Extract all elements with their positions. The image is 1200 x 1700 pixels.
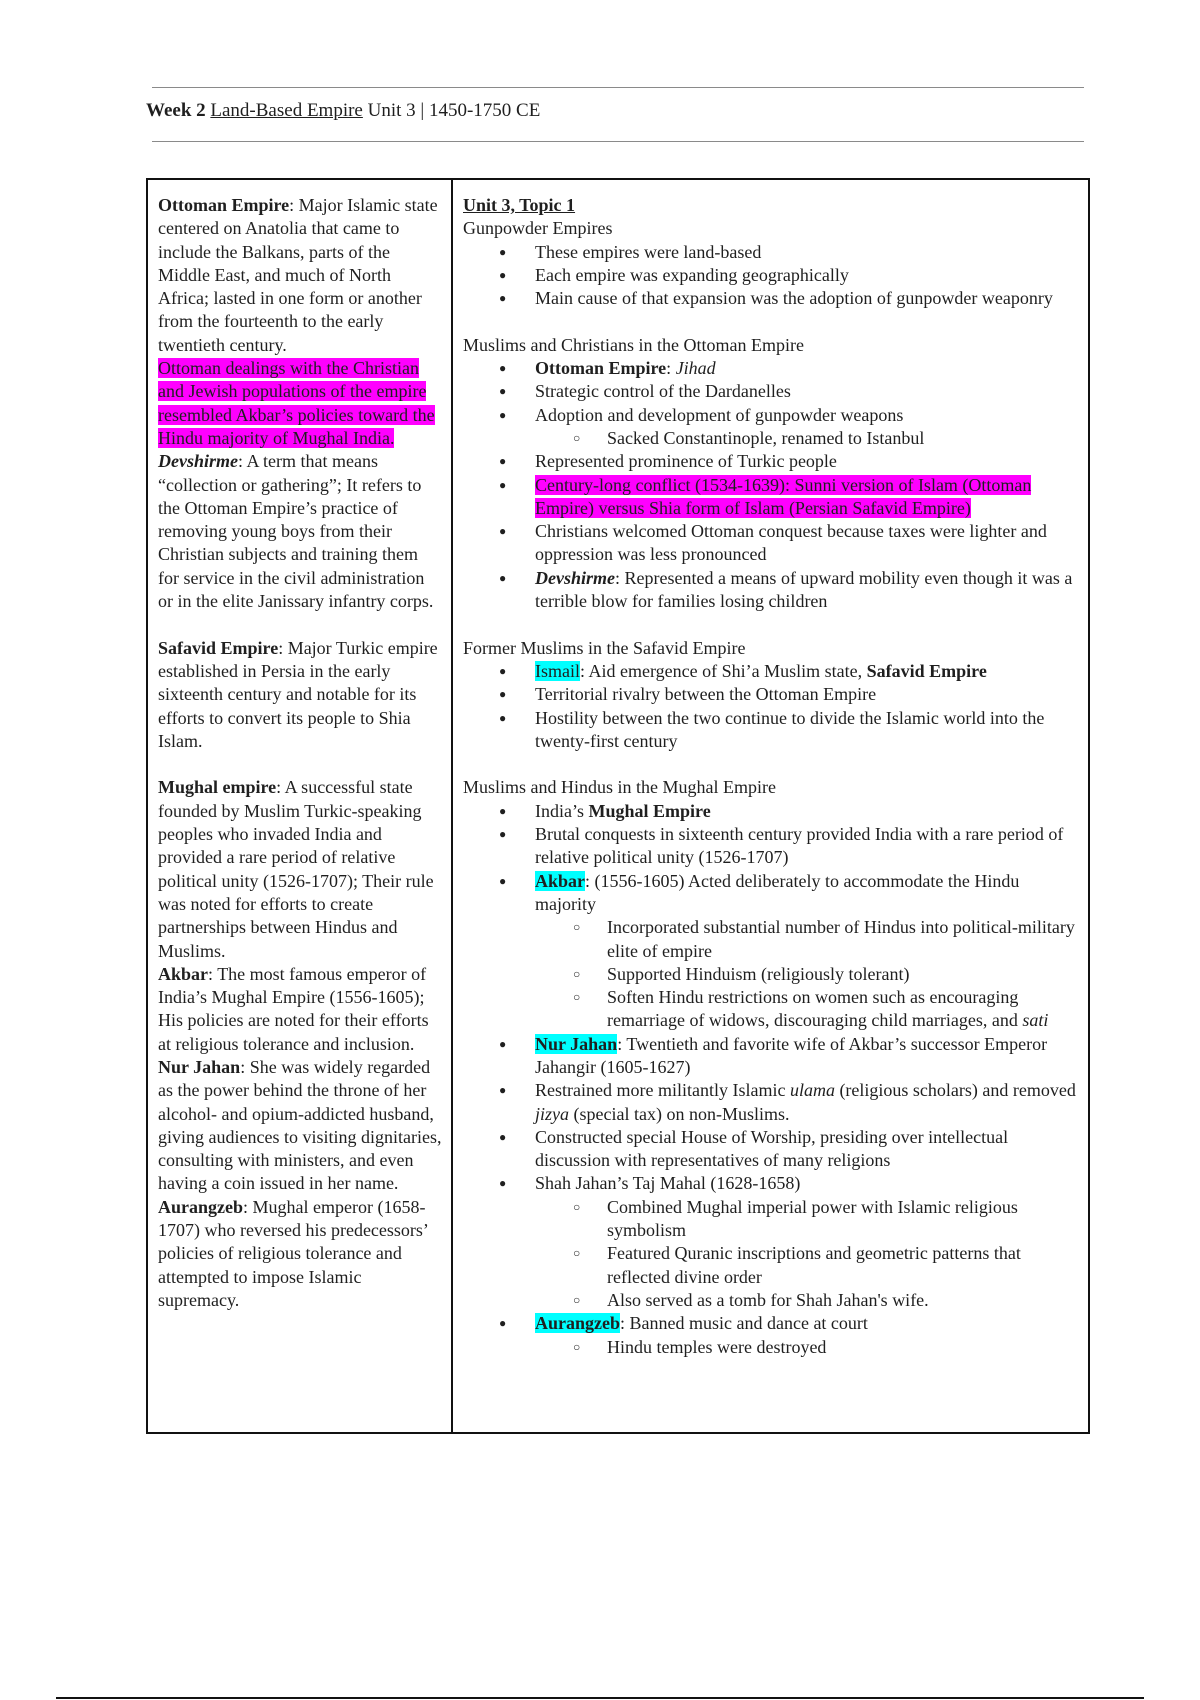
section-heading: Former Muslims in the Safavid Empire xyxy=(463,637,746,658)
list-item: ● India’s Mughal Empire xyxy=(463,800,1082,823)
list-item: ● Brutal conquests in sixteenth century provided India with a rare period of relative political unity (1526-1707) xyxy=(463,823,1082,870)
list-item: ○ Combined Mughal imperial power with Islamic religious symbolism xyxy=(463,1196,1082,1243)
list-item: ● Ismail: Aid emergence of Shi’a Muslim state, Safavid Empire xyxy=(463,660,1082,683)
ottoman-highlight-note: Ottoman dealings with the Christian and Jewish populations of the empire resembled Akbar’s policies toward the Hindu majority of Mughal India. xyxy=(158,358,435,448)
list-item: ○ Also served as a tomb for Shah Jahan's wife. xyxy=(463,1289,1082,1312)
list-item: ● Christians welcomed Ottoman conquest because taxes were lighter and oppression was less pronounced xyxy=(463,520,1082,567)
footer-rule xyxy=(56,1697,1144,1699)
nurjahan-definition: Nur Jahan: She was widely regarded as the power behind the throne of her alcohol- and opium-addicted husband, giving audiences to visiting dignitaries, consulting with ministers, and even having a coin issued in her name. xyxy=(158,1056,442,1194)
list-item: ○ Supported Hinduism (religiously tolerant) xyxy=(463,963,1082,986)
list-item: ● Shah Jahan’s Taj Mahal (1628-1658) xyxy=(463,1172,1082,1195)
list-item: ● Devshirme: Represented a means of upward mobility even though it was a terrible blow for families losing children xyxy=(463,567,1082,614)
list-item: ○ Incorporated substantial number of Hindus into political-military elite of empire xyxy=(463,916,1082,963)
section-heading: Muslims and Christians in the Ottoman Empire xyxy=(463,334,804,355)
notes-column xyxy=(453,180,1088,1432)
list-item: ● Main cause of that expansion was the adoption of gunpowder weaponry xyxy=(463,287,1082,310)
list-item: ● Nur Jahan: Twentieth and favorite wife of Akbar’s successor Emperor Jahangir (1605-1627) xyxy=(463,1033,1082,1080)
list-item: ● These empires were land-based xyxy=(463,241,1082,264)
list-item: ● Represented prominence of Turkic people xyxy=(463,450,1082,473)
list-item: ● Akbar: (1556-1605) Acted deliberately to accommodate the Hindu majority xyxy=(463,870,1082,917)
header-title: Land-Based Empire xyxy=(210,100,363,121)
section-heading: Muslims and Hindus in the Mughal Empire xyxy=(463,777,776,798)
bullet-list xyxy=(463,800,1082,1359)
list-item: ● Strategic control of the Dardanelles xyxy=(463,380,1082,403)
page-header xyxy=(146,99,540,123)
list-item: ● Territorial rivalry between the Ottoman Empire xyxy=(463,683,1082,706)
section-heading: Gunpowder Empires xyxy=(463,218,613,239)
topic-title: Unit 3, Topic 1 xyxy=(463,195,576,215)
safavid-definition: Safavid Empire: Major Turkic empire established in Persia in the early sixteenth century and notable for its efforts to convert its people to Shia Islam. xyxy=(158,637,438,751)
list-item: ● Ottoman Empire: Jihad xyxy=(463,357,1082,380)
ottoman-definition: Ottoman Empire: Major Islamic state centered on Anatolia that came to include the Balkans, parts of the Middle East, and much of North Africa; lasted in one form or another from the fourteenth to the early twentieth century. xyxy=(158,195,438,355)
list-item: ○ Hindu temples were destroyed xyxy=(463,1336,1082,1359)
bullet-list xyxy=(463,660,1082,753)
list-item: ● Hostility between the two continue to divide the Islamic world into the twenty-first century xyxy=(463,707,1082,754)
akbar-definition: Akbar: The most famous emperor of India’s Mughal Empire (1556-1605); His policies are noted for their efforts at religious tolerance and inclusion. xyxy=(158,963,429,1054)
list-item: ● Adoption and development of gunpowder weapons xyxy=(463,404,1082,427)
mughal-definition: Mughal empire: A successful state founded by Muslim Turkic-speaking peoples who invaded India and provided a rare period of relative political unity (1526-1707); Their rule was noted for efforts to create partnerships between Hindus and Muslims. xyxy=(158,777,434,961)
list-item: ● Restrained more militantly Islamic ulama (religious scholars) and removed jizya (special tax) on non-Muslims. xyxy=(463,1079,1082,1126)
vocab-column xyxy=(148,180,453,1432)
notes-table xyxy=(146,178,1090,1434)
header-week: Week 2 xyxy=(146,100,206,121)
header-top-rule xyxy=(152,87,1084,88)
header-unit: Unit 3 | 1450-1750 CE xyxy=(367,100,541,121)
list-item: ● Aurangzeb: Banned music and dance at court xyxy=(463,1312,1082,1335)
list-item: ● Century-long conflict (1534-1639): Sunni version of Islam (Ottoman Empire) versus Shia form of Islam (Persian Safavid Empire) xyxy=(463,474,1082,521)
list-item: ○ Featured Quranic inscriptions and geometric patterns that reflected divine order xyxy=(463,1242,1082,1289)
list-item: ● Constructed special House of Worship, presiding over intellectual discussion with representatives of many religions xyxy=(463,1126,1082,1173)
list-item: ○ Soften Hindu restrictions on women such as encouraging remarriage of widows, discouraging child marriages, and sati xyxy=(463,986,1082,1033)
list-item: ○ Sacked Constantinople, renamed to Istanbul xyxy=(463,427,1082,450)
bullet-list xyxy=(463,241,1082,311)
bullet-list xyxy=(463,357,1082,613)
header-bottom-rule xyxy=(152,141,1084,142)
devshirme-definition: Devshirme: A term that means “collection or gathering”; It refers to the Ottoman Empire’s practice of removing young boys from their Christian subjects and training them for service in the civil administration or in the elite Janissary infantry corps. xyxy=(158,451,434,612)
aurangzeb-definition: Aurangzeb: Mughal emperor (1658-1707) who reversed his predecessors’ policies of religious tolerance and attempted to impose Islamic supremacy. xyxy=(158,1196,428,1310)
list-item: ● Each empire was expanding geographically xyxy=(463,264,1082,287)
